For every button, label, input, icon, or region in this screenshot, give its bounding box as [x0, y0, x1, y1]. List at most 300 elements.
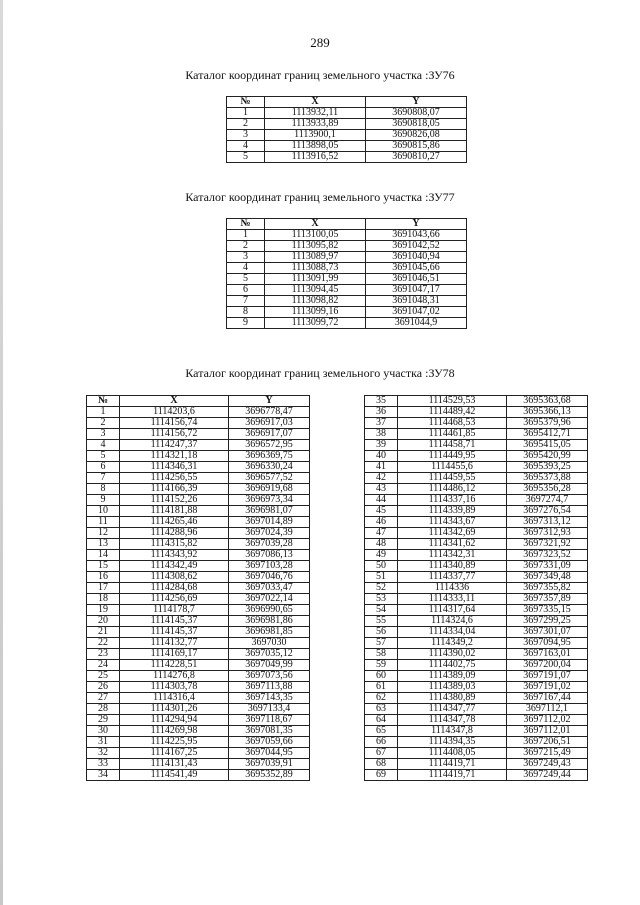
cell-y: 3696981,85 [229, 627, 310, 638]
table-row [365, 561, 588, 572]
cell-y: 3695379,96 [507, 418, 588, 429]
cell-y: 3697331,09 [507, 561, 588, 572]
table-row [87, 726, 310, 737]
cell-num: 22 [87, 638, 120, 649]
cell-x: 1114402,75 [398, 660, 507, 671]
cell-num: 27 [87, 693, 120, 704]
cell-x: 1114419,71 [398, 759, 507, 770]
table-row [227, 318, 467, 329]
table-row [227, 141, 467, 152]
cell-y: 3697049,99 [229, 660, 310, 671]
cell-y: 3697200,04 [507, 660, 588, 671]
cell-x: 1114228,51 [120, 660, 229, 671]
cell-num: 2 [227, 241, 265, 252]
table-row [365, 649, 588, 660]
cell-num: 6 [87, 462, 120, 473]
cell-num: 26 [87, 682, 120, 693]
cell-num: 13 [87, 539, 120, 550]
cell-y: 3697312,93 [507, 528, 588, 539]
cell-x: 1114284,68 [120, 583, 229, 594]
cell-num: 63 [365, 704, 398, 715]
cell-num: 59 [365, 660, 398, 671]
cell-num: 28 [87, 704, 120, 715]
cell-num: 54 [365, 605, 398, 616]
table-row [365, 737, 588, 748]
table-row [87, 748, 310, 759]
table-zu77 [226, 218, 467, 329]
table-row [87, 770, 310, 781]
cell-x: 1114459,55 [398, 473, 507, 484]
cell-x: 1114486,12 [398, 484, 507, 495]
cell-y: 3697276,54 [507, 506, 588, 517]
cell-y: 3696919,68 [229, 484, 310, 495]
cell-x: 1113099,72 [265, 318, 366, 329]
cell-num: 34 [87, 770, 120, 781]
cell-num: 48 [365, 539, 398, 550]
table-row [227, 108, 467, 119]
cell-y: 3697355,82 [507, 583, 588, 594]
table-row [87, 495, 310, 506]
cell-num: 41 [365, 462, 398, 473]
cell-num: 2 [227, 119, 265, 130]
cell-num: 38 [365, 429, 398, 440]
cell-x: 1114341,62 [398, 539, 507, 550]
cell-x: 1113932,11 [265, 108, 366, 119]
cell-x: 1114256,55 [120, 473, 229, 484]
cell-x: 1114342,49 [120, 561, 229, 572]
cell-num: 31 [87, 737, 120, 748]
cell-num: 66 [365, 737, 398, 748]
cell-y: 3690815,86 [366, 141, 467, 152]
page-number: 289 [310, 35, 330, 50]
cell-num: 14 [87, 550, 120, 561]
cell-y: 3697167,44 [507, 693, 588, 704]
table-row [87, 638, 310, 649]
table-row [365, 770, 588, 781]
cell-x: 1114145,37 [120, 616, 229, 627]
cell-y: 3695363,68 [507, 396, 588, 407]
cell-x: 1114349,2 [398, 638, 507, 649]
cell-x: 1114303,78 [120, 682, 229, 693]
cell-y: 3697349,48 [507, 572, 588, 583]
cell-x: 1114380,89 [398, 693, 507, 704]
cell-num: 56 [365, 627, 398, 638]
cell-num: 4 [227, 141, 265, 152]
table-row [365, 550, 588, 561]
table-row [365, 682, 588, 693]
table-row [365, 616, 588, 627]
cell-num: 7 [227, 296, 265, 307]
cell-y: 3697323,52 [507, 550, 588, 561]
cell-y: 3696330,24 [229, 462, 310, 473]
cell-x: 1113933,89 [265, 119, 366, 130]
table-row [87, 715, 310, 726]
cell-x: 1114256,69 [120, 594, 229, 605]
cell-y: 3696981,07 [229, 506, 310, 517]
cell-y: 3697249,43 [507, 759, 588, 770]
cell-num: 1 [227, 230, 265, 241]
cell-x: 1114336 [398, 583, 507, 594]
cell-y: 3697014,89 [229, 517, 310, 528]
cell-y: 3697044,95 [229, 748, 310, 759]
cell-x: 1114269,98 [120, 726, 229, 737]
table-row [365, 396, 588, 407]
cell-num: 40 [365, 451, 398, 462]
table-row [365, 748, 588, 759]
table-row [365, 451, 588, 462]
table-row [365, 638, 588, 649]
cell-num: 46 [365, 517, 398, 528]
table-row [87, 440, 310, 451]
col-header-y: Y [366, 97, 467, 108]
cell-y: 3697249,44 [507, 770, 588, 781]
table-row [365, 517, 588, 528]
cell-x: 1114321,18 [120, 451, 229, 462]
table-row [87, 473, 310, 484]
table-row [87, 418, 310, 429]
cell-num: 8 [87, 484, 120, 495]
cell-x: 1114468,53 [398, 418, 507, 429]
cell-num: 61 [365, 682, 398, 693]
cell-x: 1114294,94 [120, 715, 229, 726]
col-header-x: X [265, 219, 366, 230]
cell-x: 1113095,82 [265, 241, 366, 252]
cell-x: 1114178,7 [120, 605, 229, 616]
cell-num: 29 [87, 715, 120, 726]
cell-x: 1113898,05 [265, 141, 366, 152]
cell-num: 17 [87, 583, 120, 594]
cell-y: 3691040,94 [366, 252, 467, 263]
cell-y: 3697039,28 [229, 539, 310, 550]
cell-y: 3697022,14 [229, 594, 310, 605]
cell-x: 1114247,37 [120, 440, 229, 451]
cell-x: 1114308,62 [120, 572, 229, 583]
table-row [227, 119, 467, 130]
cell-num: 37 [365, 418, 398, 429]
table-row [87, 451, 310, 462]
cell-x: 1114225,95 [120, 737, 229, 748]
cell-y: 3697030 [229, 638, 310, 649]
table-row [87, 561, 310, 572]
cell-num: 30 [87, 726, 120, 737]
cell-num: 69 [365, 770, 398, 781]
cell-y: 3691044,9 [366, 318, 467, 329]
table-row [87, 693, 310, 704]
cell-num: 3 [227, 252, 265, 263]
table-row [365, 693, 588, 704]
table-row [227, 274, 467, 285]
cell-x: 1114408,05 [398, 748, 507, 759]
col-header-num: № [87, 396, 120, 407]
cell-num: 45 [365, 506, 398, 517]
cell-num: 64 [365, 715, 398, 726]
cell-x: 1114455,6 [398, 462, 507, 473]
cell-y: 3697357,89 [507, 594, 588, 605]
cell-num: 6 [227, 285, 265, 296]
cell-x: 1114529,53 [398, 396, 507, 407]
cell-num: 65 [365, 726, 398, 737]
cell-x: 1114337,77 [398, 572, 507, 583]
cell-x: 1114265,46 [120, 517, 229, 528]
cell-x: 1114337,16 [398, 495, 507, 506]
cell-num: 11 [87, 517, 120, 528]
cell-x: 1114339,89 [398, 506, 507, 517]
table-row [365, 627, 588, 638]
cell-num: 68 [365, 759, 398, 770]
cell-y: 3697313,12 [507, 517, 588, 528]
table-row [87, 616, 310, 627]
table-row [87, 572, 310, 583]
cell-x: 1114342,69 [398, 528, 507, 539]
cell-x: 1114419,71 [398, 770, 507, 781]
cell-num: 18 [87, 594, 120, 605]
cell-x: 1114324,6 [398, 616, 507, 627]
cell-y: 3691042,52 [366, 241, 467, 252]
cell-y: 3695393,25 [507, 462, 588, 473]
cell-x: 1114390,02 [398, 649, 507, 660]
cell-x: 1114342,31 [398, 550, 507, 561]
cell-x: 1114166,39 [120, 484, 229, 495]
cell-num: 47 [365, 528, 398, 539]
cell-num: 33 [87, 759, 120, 770]
table-row [87, 528, 310, 539]
cell-y: 3691043,66 [366, 230, 467, 241]
table-row [365, 704, 588, 715]
cell-num: 43 [365, 484, 398, 495]
cell-num: 44 [365, 495, 398, 506]
cell-num: 5 [227, 152, 265, 163]
cell-num: 21 [87, 627, 120, 638]
table-row [365, 484, 588, 495]
cell-x: 1114316,4 [120, 693, 229, 704]
cell-y: 3697133,4 [229, 704, 310, 715]
cell-num: 49 [365, 550, 398, 561]
table-row [227, 130, 467, 141]
cell-x: 1114340,89 [398, 561, 507, 572]
cell-num: 36 [365, 407, 398, 418]
caption-zu78: Каталог координат границ земельного участка :ЗУ78 [185, 366, 455, 380]
table-row [87, 462, 310, 473]
cell-x: 1114389,03 [398, 682, 507, 693]
cell-y: 3697086,13 [229, 550, 310, 561]
cell-y: 3696577,52 [229, 473, 310, 484]
table-row [365, 528, 588, 539]
cell-y: 3697206,51 [507, 737, 588, 748]
table-row [227, 296, 467, 307]
table-row [87, 671, 310, 682]
cell-y: 3697143,35 [229, 693, 310, 704]
cell-y: 3697112,01 [507, 726, 588, 737]
table-row [87, 594, 310, 605]
cell-y: 3697033,47 [229, 583, 310, 594]
cell-x: 1114288,96 [120, 528, 229, 539]
cell-x: 1113089,97 [265, 252, 366, 263]
table-row [87, 737, 310, 748]
cell-x: 1114389,09 [398, 671, 507, 682]
cell-x: 1114169,17 [120, 649, 229, 660]
cell-x: 1114541,49 [120, 770, 229, 781]
cell-y: 3691047,02 [366, 307, 467, 318]
table-row [227, 307, 467, 318]
cell-num: 5 [227, 274, 265, 285]
cell-y: 3690826,08 [366, 130, 467, 141]
cell-y: 3697335,15 [507, 605, 588, 616]
cell-x: 1113900,1 [265, 130, 366, 141]
table-row [87, 704, 310, 715]
cell-x: 1114317,64 [398, 605, 507, 616]
cell-num: 52 [365, 583, 398, 594]
cell-x: 1114458,71 [398, 440, 507, 451]
cell-y: 3695373,88 [507, 473, 588, 484]
cell-y: 3696778,47 [229, 407, 310, 418]
cell-num: 50 [365, 561, 398, 572]
table-row [365, 660, 588, 671]
cell-x: 1114276,8 [120, 671, 229, 682]
table-row [365, 605, 588, 616]
table-row [87, 627, 310, 638]
cell-y: 3691047,17 [366, 285, 467, 296]
cell-y: 3696917,07 [229, 429, 310, 440]
cell-x: 1114394,35 [398, 737, 507, 748]
cell-x: 1114156,72 [120, 429, 229, 440]
cell-y: 3697039,91 [229, 759, 310, 770]
cell-x: 1114449,95 [398, 451, 507, 462]
cell-y: 3697299,25 [507, 616, 588, 627]
cell-num: 24 [87, 660, 120, 671]
cell-x: 1113100,05 [265, 230, 366, 241]
table-row [365, 726, 588, 737]
cell-y: 3695420,99 [507, 451, 588, 462]
cell-y: 3690810,27 [366, 152, 467, 163]
table-row [87, 484, 310, 495]
cell-num: 4 [227, 263, 265, 274]
table-row [87, 550, 310, 561]
table-zu78-left [86, 395, 310, 781]
cell-y: 3697024,39 [229, 528, 310, 539]
cell-x: 1114347,77 [398, 704, 507, 715]
cell-y: 3691045,66 [366, 263, 467, 274]
cell-y: 3697059,66 [229, 737, 310, 748]
caption-zu76: Каталог координат границ земельного участка :ЗУ76 [185, 68, 455, 82]
cell-num: 67 [365, 748, 398, 759]
col-header-y: Y [366, 219, 467, 230]
table-row [365, 473, 588, 484]
table-row [365, 429, 588, 440]
cell-num: 2 [87, 418, 120, 429]
table-row [365, 495, 588, 506]
cell-num: 32 [87, 748, 120, 759]
cell-y: 3690808,07 [366, 108, 467, 119]
cell-num: 57 [365, 638, 398, 649]
cell-x: 1114145,37 [120, 627, 229, 638]
table-row [227, 252, 467, 263]
cell-x: 1114203,6 [120, 407, 229, 418]
cell-y: 3697046,76 [229, 572, 310, 583]
cell-x: 1114346,31 [120, 462, 229, 473]
table-row [87, 407, 310, 418]
cell-num: 15 [87, 561, 120, 572]
cell-x: 1113099,16 [265, 307, 366, 318]
cell-num: 1 [87, 407, 120, 418]
cell-y: 3697035,12 [229, 649, 310, 660]
cell-num: 3 [227, 130, 265, 141]
table-row [227, 241, 467, 252]
table-row [87, 429, 310, 440]
table-row [227, 263, 467, 274]
cell-y: 3695356,28 [507, 484, 588, 495]
cell-x: 1114347,8 [398, 726, 507, 737]
cell-num: 12 [87, 528, 120, 539]
cell-num: 25 [87, 671, 120, 682]
table-row [365, 671, 588, 682]
cell-x: 1114131,43 [120, 759, 229, 770]
page-edge [0, 0, 3, 905]
cell-num: 42 [365, 473, 398, 484]
cell-y: 3696981,86 [229, 616, 310, 627]
cell-y: 3697321,92 [507, 539, 588, 550]
cell-x: 1114181,88 [120, 506, 229, 517]
cell-x: 1114461,85 [398, 429, 507, 440]
cell-x: 1114132,77 [120, 638, 229, 649]
cell-x: 1113094,45 [265, 285, 366, 296]
cell-x: 1114301,26 [120, 704, 229, 715]
cell-x: 1114167,25 [120, 748, 229, 759]
table-row [227, 285, 467, 296]
cell-num: 19 [87, 605, 120, 616]
cell-x: 1114315,82 [120, 539, 229, 550]
cell-y: 3697073,56 [229, 671, 310, 682]
cell-y: 3695366,13 [507, 407, 588, 418]
table-row [365, 583, 588, 594]
cell-num: 3 [87, 429, 120, 440]
cell-x: 1114347,78 [398, 715, 507, 726]
table-row [227, 152, 467, 163]
cell-x: 1114156,74 [120, 418, 229, 429]
cell-num: 23 [87, 649, 120, 660]
cell-y: 3697118,67 [229, 715, 310, 726]
table-row [365, 594, 588, 605]
cell-x: 1114343,92 [120, 550, 229, 561]
table-row [365, 462, 588, 473]
cell-num: 9 [227, 318, 265, 329]
cell-y: 3697103,28 [229, 561, 310, 572]
cell-num: 55 [365, 616, 398, 627]
cell-y: 3697274,7 [507, 495, 588, 506]
cell-y: 3696369,75 [229, 451, 310, 462]
cell-y: 3696572,95 [229, 440, 310, 451]
cell-y: 3695412,71 [507, 429, 588, 440]
cell-num: 5 [87, 451, 120, 462]
cell-y: 3697112,1 [507, 704, 588, 715]
cell-y: 3697081,35 [229, 726, 310, 737]
cell-x: 1113098,82 [265, 296, 366, 307]
caption-zu77: Каталог координат границ земельного участка :ЗУ77 [185, 190, 455, 204]
cell-y: 3697191,07 [507, 671, 588, 682]
table-row [87, 539, 310, 550]
cell-num: 1 [227, 108, 265, 119]
cell-num: 51 [365, 572, 398, 583]
cell-x: 1113916,52 [265, 152, 366, 163]
cell-num: 62 [365, 693, 398, 704]
cell-y: 3697301,07 [507, 627, 588, 638]
cell-y: 3696917,03 [229, 418, 310, 429]
cell-y: 3691048,31 [366, 296, 467, 307]
table-row [365, 407, 588, 418]
table-row [365, 539, 588, 550]
table-row [365, 440, 588, 451]
cell-num: 9 [87, 495, 120, 506]
cell-num: 16 [87, 572, 120, 583]
